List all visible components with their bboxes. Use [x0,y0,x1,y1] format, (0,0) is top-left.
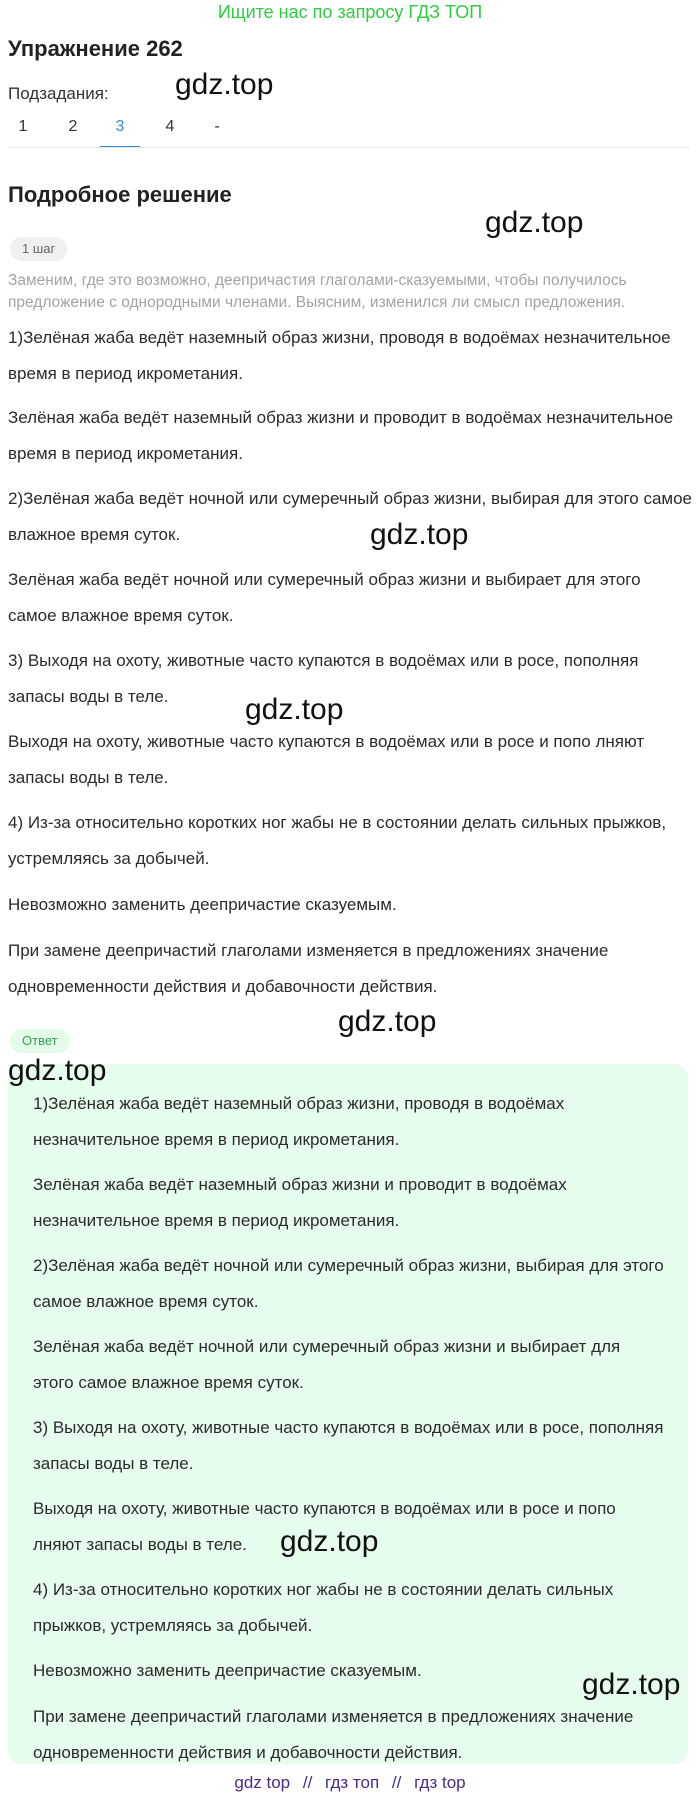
solution-paragraph: Зелёная жаба ведёт ночной или сумеречный образ жизни и выбирает для этого самое влажное время суток. [8,570,641,625]
footer-separator: // [302,1773,313,1792]
solution-paragraph: 3) Выходя на охоту, животные часто купаются в водоёмах или в росе, пополняя запасы воды в теле. [8,651,639,706]
subtasks-tabs [0,112,690,148]
tabs-divider [8,147,690,148]
search-banner: Ищите нас по запросу ГДЗ ТОП [217,2,483,22]
answer-paragraph: 2)Зелёная жаба ведёт ночной или сумеречный образ жизни, выбирая для этого самое влажное время суток. [33,1256,664,1311]
solution-paragraph: Невозможно заменить деепричастие сказуемым. [8,895,397,914]
answer-paragraph: При замене деепричастий глаголами изменяется в предложениях значение одновременности действия и добавочности действия. [33,1707,634,1762]
watermark: gdz.top [582,1668,681,1701]
answer-paragraph: Невозможно заменить деепричастие сказуемым. [33,1661,422,1680]
answer-paragraph: Зелёная жаба ведёт ночной или сумеречный образ жизни и выбирает для этого самое влажное время суток. [33,1337,621,1392]
footer-separator: // [391,1773,402,1792]
footer-link[interactable]: gdz top [234,1773,291,1792]
tab-subtask-dash[interactable]: - [214,118,220,135]
watermark: gdz.top [245,693,344,726]
tab-subtask-1[interactable]: 1 [18,118,28,135]
watermark: gdz.top [280,1525,379,1558]
solution-paragraph: 2)Зелёная жаба ведёт ночной или сумеречный образ жизни, выбирая для этого самое влажное время суток. [8,489,692,544]
page-title: Упражнение 262 [8,36,183,61]
answer-paragraph: 3) Выходя на охоту, животные часто купаются в водоёмах или в росе, пополняя запасы воды в теле. [33,1418,664,1473]
solution-paragraph: При замене деепричастий глаголами изменяется в предложениях значение одновременности действия и добавочности действия. [8,941,609,996]
tab-subtask-4[interactable]: 4 [165,118,175,135]
watermark: gdz.top [338,1005,437,1038]
tab-subtask-3[interactable]: 3 [100,112,140,148]
answer-paragraph: Зелёная жаба ведёт наземный образ жизни и проводит в водоёмах незначительное время в период икрометания. [33,1175,567,1230]
watermark: gdz.top [175,68,274,101]
answer-badge: Ответ [10,1029,70,1053]
answer-paragraph: 1)Зелёная жаба ведёт наземный образ жизни, проводя в водоёмах незначительное время в период икрометания. [33,1094,565,1149]
solution-paragraph: 4) Из-за относительно коротких ног жабы не в состоянии делать сильных прыжков, устремляясь за добычей. [8,813,667,868]
watermark: gdz.top [8,1054,107,1087]
answer-paragraph: Выходя на охоту, животные часто купаются в водоёмах или в росе и попо лняют запасы воды в теле. [33,1499,616,1554]
footer-link[interactable]: гдз топ [325,1773,380,1792]
step-badge: 1 шаг [10,237,67,261]
solution-title: Подробное решение [8,182,232,207]
solution-note: Заменим, где это возможно, деепричастия глаголами-сказуемыми, чтобы получилось предложение с однородными членами. Выясним, изменился ли смысл предложения. [8,272,627,311]
footer-links [0,1770,700,1796]
subtasks-label: Подзадания: [8,84,109,103]
solution-paragraph: Выходя на охоту, животные часто купаются в водоёмах или в росе и попо лняют запасы воды в теле. [8,732,645,787]
answer-paragraph: 4) Из-за относительно коротких ног жабы не в состоянии делать сильных прыжков, устремляясь за добычей. [33,1580,614,1635]
footer-link[interactable]: гдз top [414,1773,466,1792]
solution-paragraph: Зелёная жаба ведёт наземный образ жизни и проводит в водоёмах незначительное время в период икрометания. [8,408,674,463]
tab-subtask-2[interactable]: 2 [68,118,78,135]
solution-paragraph: 1)Зелёная жаба ведёт наземный образ жизни, проводя в водоёмах незначительное время в период икрометания. [8,328,671,383]
watermark: gdz.top [485,206,584,239]
watermark: gdz.top [370,518,469,551]
